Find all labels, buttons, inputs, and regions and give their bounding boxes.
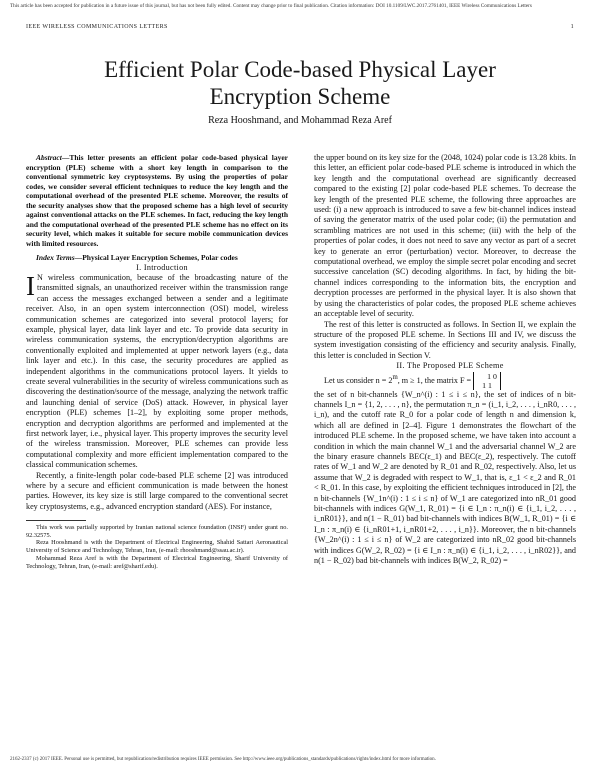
- scheme-intro-text: Let us consider n = 2: [324, 375, 393, 385]
- drop-cap: I: [26, 270, 35, 301]
- section-heading-introduction: I. Introduction: [136, 262, 188, 272]
- scheme-paragraph: the set of n bit-channels {W_n^(i) : 1 ≤ i ≤ n}, the set of indices of n bit-channels I_n = {1, 2, . . . , n}, the permutation π_n = (i_1, i_2, . . . , i_nR0, . . . , i_n), and the cutoff rate R_0 for a polar code of length n and dimension k, which all are defined in [2–4]. Figure 1 demonstrates the flowchart of the introduced PLE scheme. In the proposed scheme, we have taken into account a condition in which the main channel W_1 and the adversarial channel W_2 are the binary erasure channels BEC(ε_1) and BEC(ε_2), respectively. The cutoff rates of W_1 and W_2 are denoted by R_01 and R_02, respectively. Also, let us assume that W_2 is degraded with respect to W_1, that is, ε_1 < ε_2 and R_01 < R_01. In this case, by exploiting the efficient techniques introduced in [2], the n bit-channels {W_1n^(i) : 1 ≤ i ≤ n} of W_1 are categorized into nR_01 good bit-channels with indices G(W_1, R_01) = {i ∈ I_n : π_n(i) ∈ {i_1, i_2, . . . , i_nR01}}, and n(1 − R_01) bad bit-channels with indices B(W_1, R_01) = {i ∈ I_n : π_n(i) ∈ {i_nR01+1, i_nR01+2, . . . , i_n}}. Moreover, the n bit-channels {W_2n^(i) : 1 ≤ i ≤ n} of W_2 are categorized into nR_02 good bit-channels with indices G(W_2, R_02) = {i ∈ I_n : π_n(i) ∈ {i_1, i_2, . . . , i_nR02}}, and n(1 − R_02) bad bit-channels with indices B(W_2, R_02) =: [314, 389, 576, 566]
- running-header: [26, 24, 574, 30]
- index-terms-text: —Physical Layer Encryption Schemes, Polar codes: [74, 253, 238, 262]
- index-terms: [26, 253, 288, 263]
- title-line-2: Encryption Scheme: [209, 84, 391, 109]
- footnote-author-1: Reza Hooshmand is with the Department of Electrical Engineering, Shahid Sattari Aeronautical University of Science and Technology, Tehran, Iran, (e-mail: rhooshmand@ssau.ac.ir).: [26, 539, 288, 555]
- intro-paragraph-1: [26, 270, 288, 471]
- intro-paragraph-2: Recently, a finite-length polar code-based PLE scheme [2] was introduced where by a secure and efficient communication is made between the honest parties. However, its key size is still large compared to the conventional secret key cryptosystems, e.g., advanced encryption standard (AES). For instance,: [26, 470, 288, 511]
- page-number: 1: [570, 24, 574, 30]
- scheme-intro-rest: , m ≥ 1, the matrix F =: [397, 375, 472, 385]
- right-column: [314, 153, 576, 566]
- left-column: [26, 153, 288, 571]
- section-heading-proposed-scheme: II. The Proposed PLE Scheme: [396, 361, 504, 371]
- journal-name: IEEE WIRELESS COMMUNICATIONS LETTERS: [26, 24, 168, 30]
- footnote-funding: This work was partially supported by Iranian national science foundation (INSF) under grant no. 92.32575.: [26, 523, 288, 539]
- intro-paragraph-4: The rest of this letter is constructed as follows. In Section II, we explain the structure of the proposed PLE scheme. In Sections III and IV, we discuss the system investigation consisting of the efficiency and security analysis. Finally, this letter is concluded in Section V.: [314, 319, 576, 360]
- abstract-label: Abstract: [36, 153, 62, 162]
- author-list: Reza Hooshmand, and Mohammad Reza Aref: [208, 115, 392, 126]
- publication-notice: This article has been accepted for publication in a future issue of this journal, but has not been fully edited. Content may change prior to final publication. Citation information: DOI 10.1109/LWC.2017.2761401, IEEE Wireless Communications Letters: [10, 3, 532, 9]
- matrix-row-1: 1 0: [487, 371, 497, 381]
- kernel-matrix: [473, 372, 501, 390]
- footnote-author-2: Mohammad Reza Aref is with the Department of Electrical Engineering, Sharif University of Technology, Tehran, Iran, (e-mail: aref@sharif.edu).: [26, 555, 288, 570]
- abstract-text: —This letter presents an efficient polar code-based physical layer encryption (PLE) scheme with a short key length in comparison to the conventional symmetric key cryptosystems. By using the properties of polar codes, we consider several efficient techniques to reduce the key length and the computational overhead of the presented PLE scheme. Moreover, the results of the security analyses show that the proposed scheme has a high level of security against conventional attacks on the PLE schemes. In fact, reducing the key length and the computational overhead of the presented PLE scheme has no effect on its security level, which makes it suitable for secure mobile communication devices with limited resources.: [26, 153, 288, 248]
- scheme-intro-exponent: m: [392, 373, 398, 381]
- intro-paragraph-1-text: N wireless communication, because of the broadcasting nature of the transmitted signals, an unauthorized receiver within the transmission range can access the messages exchanged between a sender and a legitimate receiver. Also, in an open system interconnection (OSI) model, wireless communication schemes are categorized into several protocol layers; for example, physical layer, data link layer and etc. To provide data security in wireless communication systems, the encryption/decryption algorithms are conventionally exploited and implemented at upper network layers (e.g., data link layer and etc.). In this case, the security procedures are applied as independent algorithms in the communications protocol layers. It yields to create several vulnerabilities in the security of wireless communications such as discovering the destination/source of the message, analyzing the network traffic and launching denial of service (DoS) attack. However, in physical layer encryption (PLE) schemes [1–2], by exploiting some proper methods, encryption and decryption algorithms are performed and implemented at the first network layer, i.e., physical layer. This property improves the security level of the wireless transmission. Moreover, PLE schemes can provide less computational complexity and more efficient implementation compared to the classical communication schemes.: [26, 272, 288, 470]
- matrix-row-2: 1 1: [482, 380, 492, 390]
- index-terms-label: Index Terms: [36, 253, 75, 262]
- copyright-footer: 2162-2337 (c) 2017 IEEE. Personal use is permitted, but republication/redistribution requires IEEE permission. See http://www.ieee.org/publications_standards/publications/rights/index.html for more information.: [10, 757, 436, 762]
- intro-paragraph-3: the upper bound on its key size for the (2048, 1024) polar code is 13.28 kbits. In this letter, an efficient polar code-based PLE scheme is introduced in which the key length and the computational overhead are significantly decreased compared to the existing [2] polar code-based PLE schemes. To decrease the key length of the presented PLE scheme, the following three approaches are used: (i) a new approach is introduced to save a few bit-channel indices instead of saving the generator matrix of the used polar code; (ii) the permutation and scrambling matrices are not used in this scheme; (iii) with the help of the properties of polar codes, it does not need to save any vector as part of a secret key to generate an error (perturbation) vector. Moreover, to decrease the computational overhead, we employ the simple secret polar encoding and secret successive cancelation (SC) decoding algorithms. In fact, by hiding the bit-channel indices corresponding to the information bits, the encryption and decryption processes are performed in the physical layer. It is also shown that by using the characteristics of polar codes, the proposed PLE scheme achieves an acceptable level of security.: [314, 153, 576, 319]
- abstract: [26, 153, 288, 248]
- paper-title: [40, 56, 560, 110]
- title-line-1: Efficient Polar Code-based Physical Layer: [104, 57, 496, 82]
- footnote-rule: [26, 520, 86, 521]
- scheme-intro: [314, 372, 576, 390]
